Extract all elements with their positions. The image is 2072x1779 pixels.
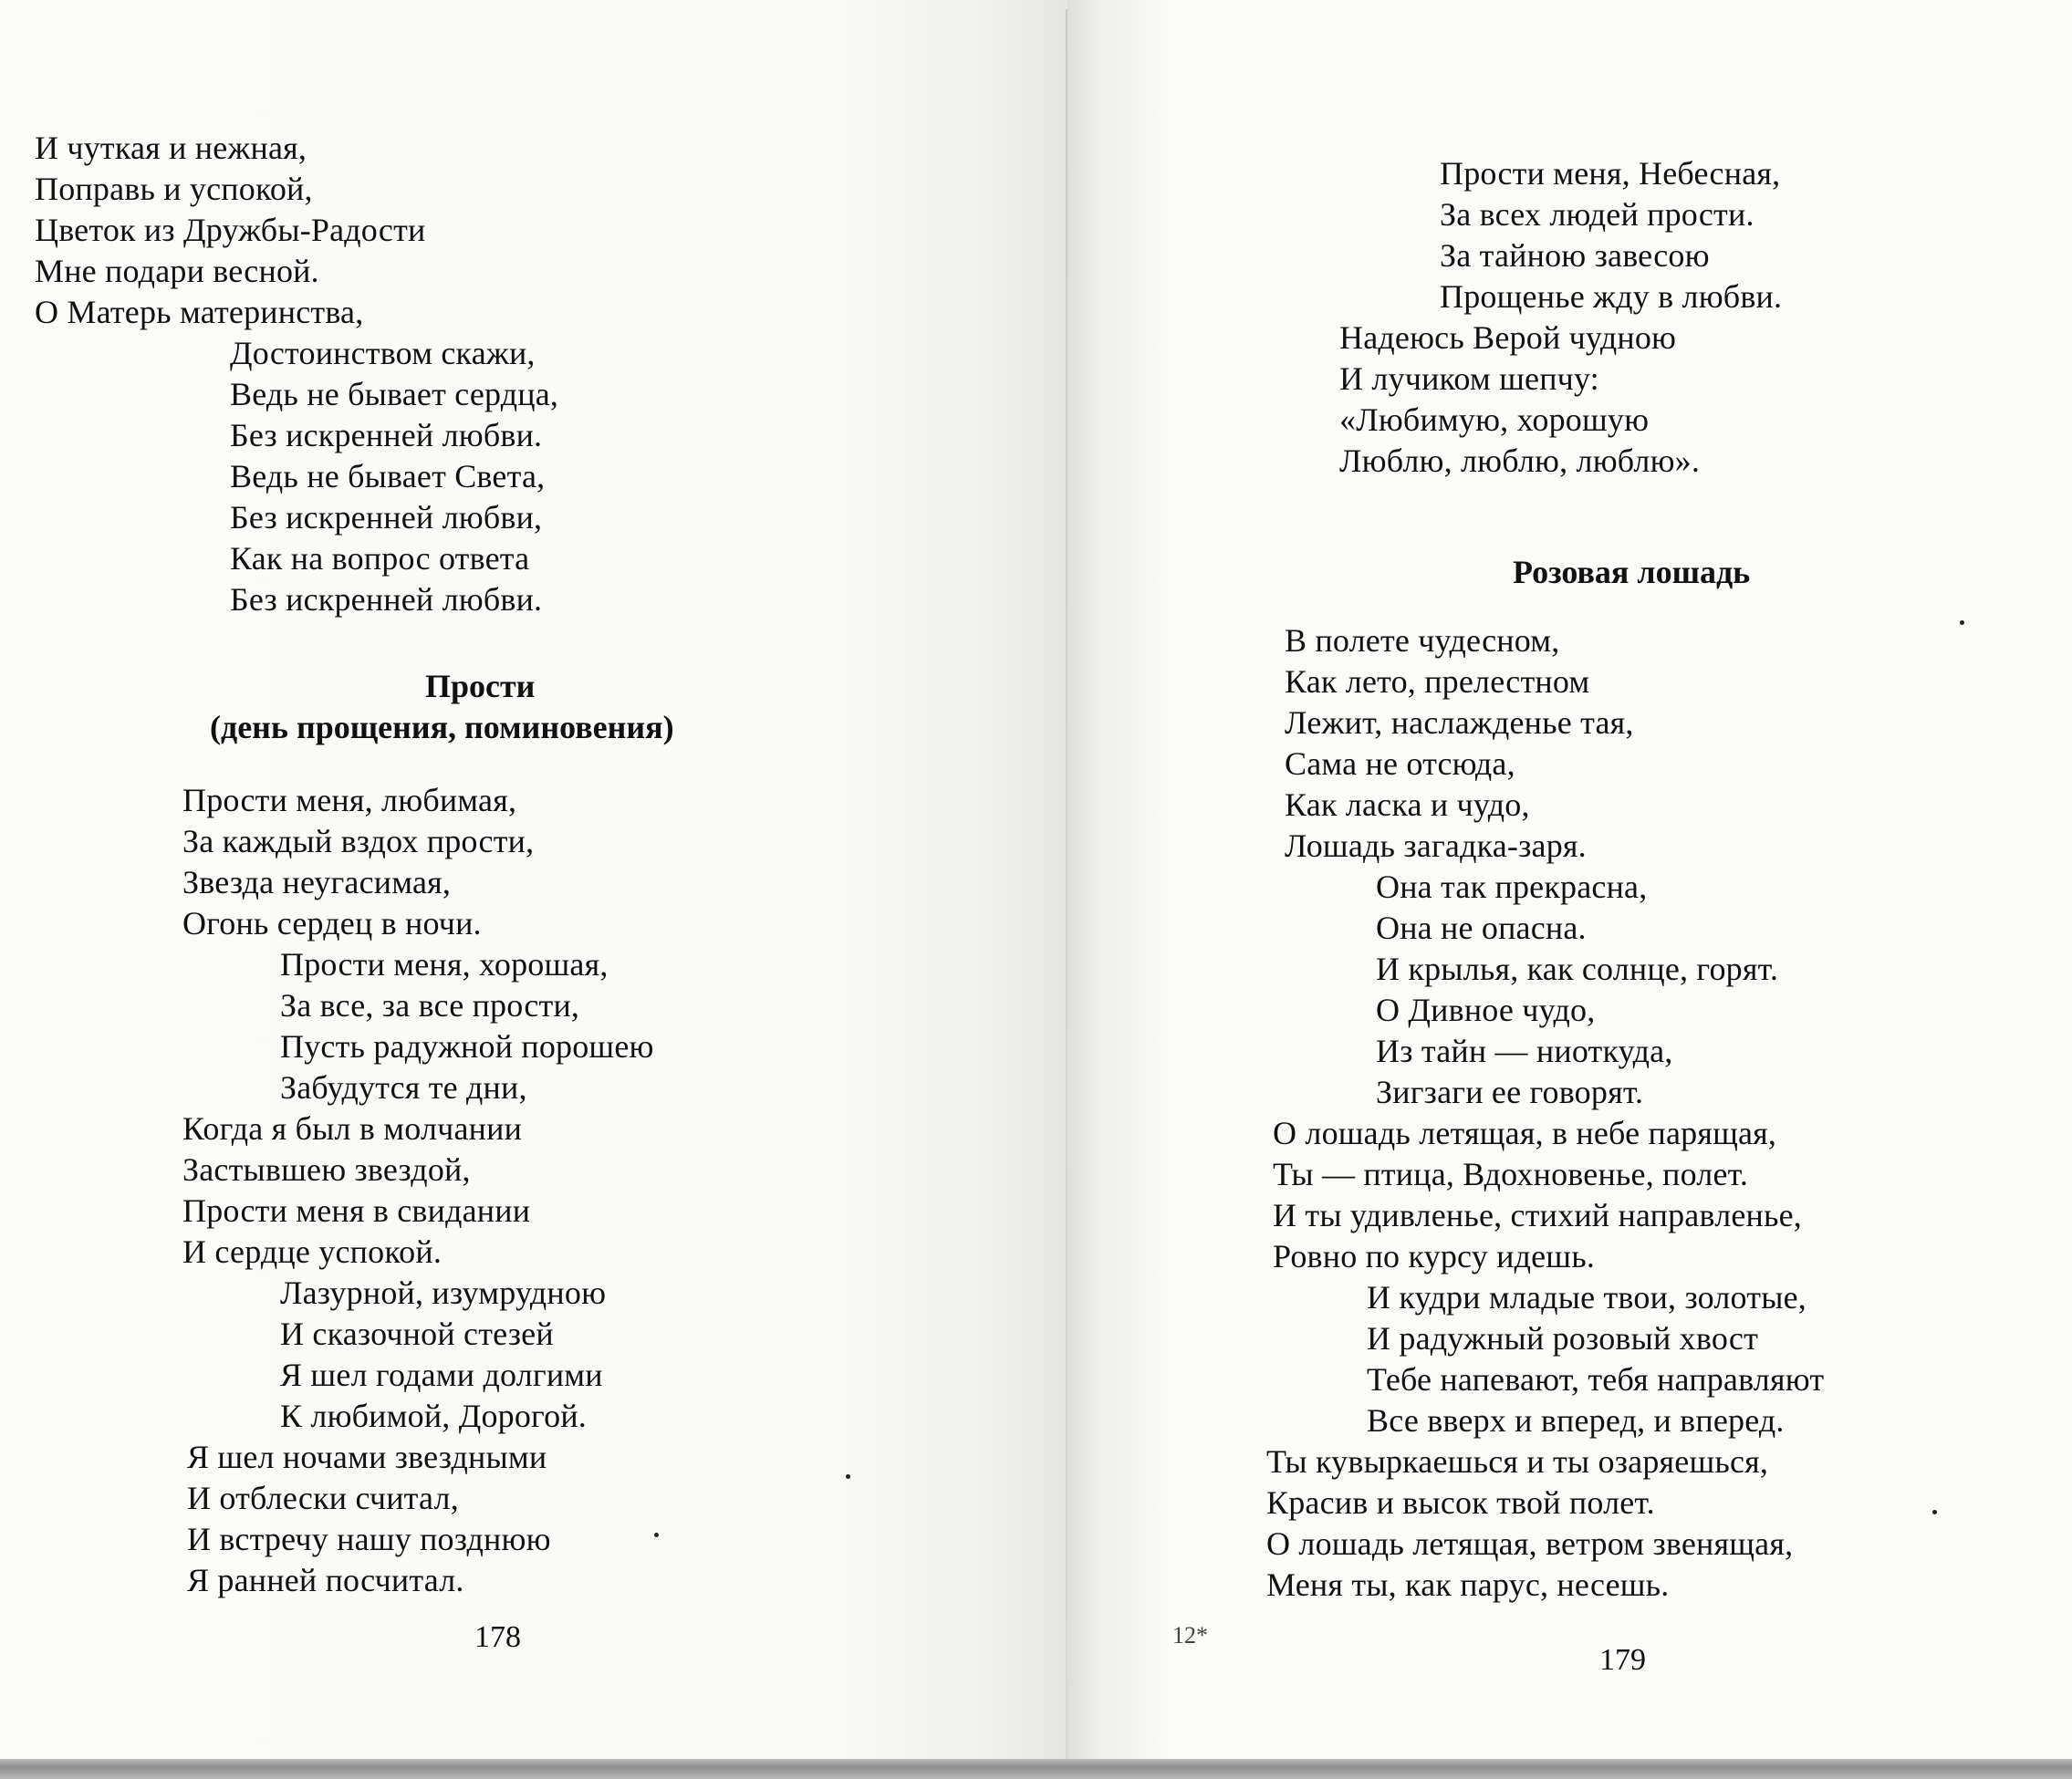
poem-line: Застывшею звездой, xyxy=(182,1151,471,1188)
page-number: 179 xyxy=(1599,1643,1646,1677)
poem-line: За всех людей прости. xyxy=(1440,196,1754,233)
poem-line: Лазурной, изумрудною xyxy=(280,1274,607,1311)
poem-line: И радужный розовый хвост xyxy=(1367,1320,1759,1357)
page-edge-shadow xyxy=(0,1759,2072,1779)
poem-line: Ровно по курсу идешь. xyxy=(1273,1238,1596,1274)
poem-line: Она так прекрасна, xyxy=(1376,869,1648,905)
poem-line: Она не опасна. xyxy=(1376,910,1587,946)
poem-line: О Дивное чудо, xyxy=(1376,992,1596,1028)
poem-line: Ведь не бывает Света, xyxy=(230,458,546,494)
poem-line: Как ласка и чудо, xyxy=(1285,786,1530,823)
signature-mark: 12* xyxy=(1172,1622,1208,1649)
poem-line: Ты кувыркаешься и ты озаряешься, xyxy=(1266,1443,1769,1480)
poem-line: И лучиком шепчу: xyxy=(1339,360,1599,397)
poem-line: Прости меня, любимая, xyxy=(182,782,517,818)
poem-line: Ты — птица, Вдохновенье, полет. xyxy=(1273,1156,1749,1192)
poem-line: За тайною завесою xyxy=(1440,237,1710,274)
poem-line: Тебе напевают, тебя направляют xyxy=(1367,1361,1825,1398)
poem-line: Меня ты, как парус, несешь. xyxy=(1266,1566,1670,1603)
poem-line: Прости меня, Небесная, xyxy=(1440,155,1781,192)
poem-line: Звезда неугасимая, xyxy=(182,864,452,900)
poem-line: Прощенье жду в любви. xyxy=(1440,278,1783,315)
speck xyxy=(654,1533,659,1537)
poem-line: Зигзаги ее говорят. xyxy=(1376,1074,1644,1110)
poem-line: И отблески считал, xyxy=(187,1480,459,1516)
poem-line: Без искренней любви. xyxy=(230,417,543,453)
speck xyxy=(1960,620,1964,625)
poem-line: И кудри младые твои, золотые, xyxy=(1367,1279,1806,1316)
poem-line: Как на вопрос ответа xyxy=(230,540,530,577)
poem-line: Надеюсь Верой чудною xyxy=(1339,319,1677,356)
poem-line: Как лето, прелестном xyxy=(1285,663,1590,700)
poem-line: Красив и высок твой полет. xyxy=(1266,1484,1655,1521)
poem-line: Сама не отсюда, xyxy=(1285,745,1515,782)
poem-line: Цветок из Дружбы-Радости xyxy=(35,212,426,248)
poem-line: Пусть радужной порошею xyxy=(280,1028,654,1065)
poem-line: И крылья, как солнце, горят. xyxy=(1376,951,1779,987)
poem-line: Я ранней посчитал. xyxy=(187,1562,464,1598)
poem-line: За все, за все прости, xyxy=(280,987,580,1024)
poem-line: Из тайн — ниоткуда, xyxy=(1376,1033,1673,1069)
poem-line: И сказочной стезей xyxy=(280,1316,554,1352)
poem-line: Достоинством скажи, xyxy=(230,335,536,371)
poem-line: О Матерь материнства, xyxy=(35,294,364,330)
poem-line: Огонь сердец в ночи. xyxy=(182,905,482,942)
poem-line: Когда я был в молчании xyxy=(182,1110,523,1147)
poem-line: К любимой, Дорогой. xyxy=(280,1398,587,1434)
poem-line: В полете чудесном, xyxy=(1285,622,1560,659)
poem-title: Розовая лошадь xyxy=(1513,554,1751,590)
poem-line: Прости меня в свидании xyxy=(182,1192,531,1229)
speck xyxy=(1932,1510,1937,1514)
poem-line: О лошадь летящая, ветром звенящая, xyxy=(1266,1525,1794,1562)
poem-line: Лошадь загадка-заря. xyxy=(1285,827,1587,864)
poem-title: Прости xyxy=(425,668,536,704)
poem-line: И ты удивленье, стихий направленье, xyxy=(1273,1197,1803,1233)
poem-line: Все вверх и вперед, и вперед. xyxy=(1367,1402,1785,1439)
poem-line: Забудутся те дни, xyxy=(280,1069,527,1106)
speck xyxy=(846,1474,850,1479)
poem-subtitle: (день прощения, поминовения) xyxy=(210,709,674,745)
page-number: 178 xyxy=(474,1620,521,1654)
poem-line: Без искренней любви, xyxy=(230,499,543,536)
poem-line: И чуткая и нежная, xyxy=(35,130,307,166)
poem-line: Мне подари весной. xyxy=(35,253,319,289)
poem-line: О лошадь летящая, в небе парящая, xyxy=(1273,1115,1777,1151)
poem-line: Без искренней любви. xyxy=(230,581,543,618)
poem-line: Прости меня, хорошая, xyxy=(280,946,609,983)
poem-line: За каждый вздох прости, xyxy=(182,823,535,859)
poem-line: Лежит, наслажденье тая, xyxy=(1285,704,1634,741)
poem-line: Я шел годами долгими xyxy=(280,1357,603,1393)
poem-line: И встречу нашу позднюю xyxy=(187,1521,551,1557)
poem-line: Поправь и успокой, xyxy=(35,171,313,207)
poem-line: Я шел ночами звездными xyxy=(187,1439,547,1475)
poem-line: Люблю, люблю, люблю». xyxy=(1339,442,1701,479)
poem-line: И сердце успокой. xyxy=(182,1233,443,1270)
right-page xyxy=(1067,0,2072,1770)
poem-line: «Любимую, хорошую xyxy=(1339,401,1650,438)
poem-line: Ведь не бывает сердца, xyxy=(230,376,559,412)
